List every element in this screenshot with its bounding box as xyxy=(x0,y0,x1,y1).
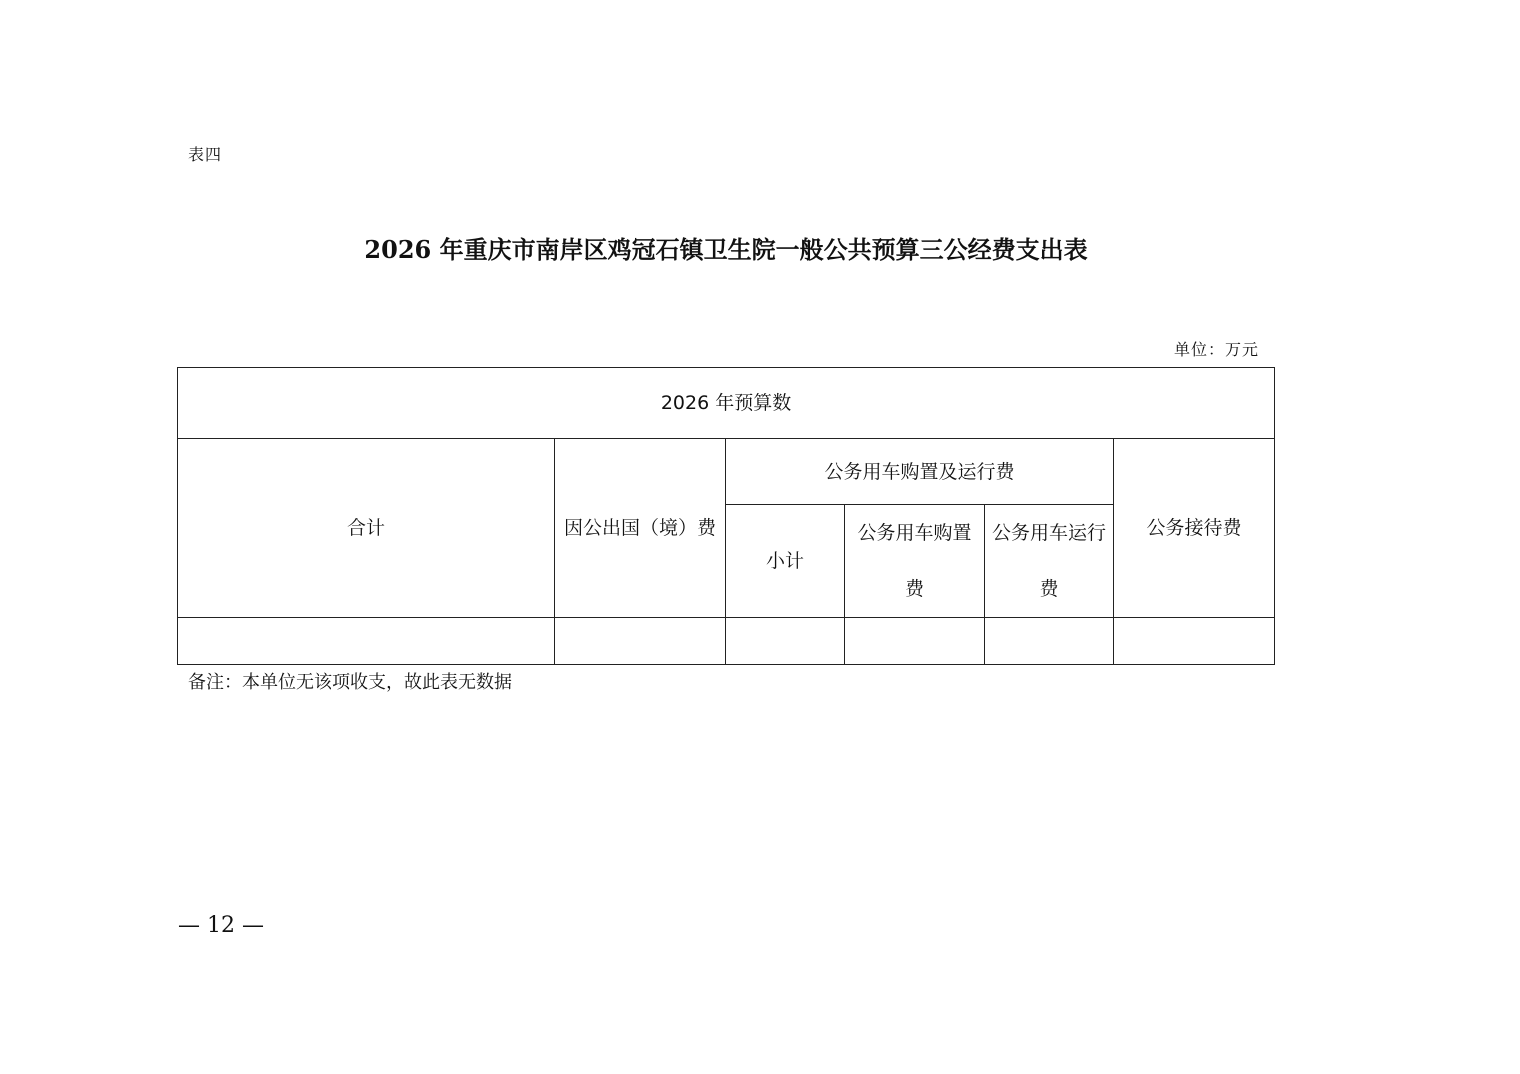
header-overseas: 因公出国（境）费 xyxy=(555,439,726,618)
cell-overseas xyxy=(555,618,726,665)
page-title: 2026 年重庆市南岸区鸡冠石镇卫生院一般公共预算三公经费支出表 xyxy=(364,235,1088,264)
header-reception: 公务接待费 xyxy=(1114,439,1275,618)
header-subtotal: 小计 xyxy=(726,505,845,618)
table-label: 表四 xyxy=(188,145,223,164)
header-vehicle-operation: 公务用车运行费 xyxy=(985,505,1114,618)
cell-reception xyxy=(1114,618,1275,665)
header-total: 合计 xyxy=(178,439,555,618)
unit-label: 单位：万元 xyxy=(1174,340,1260,359)
cell-vehicle-purchase xyxy=(845,618,985,665)
header-row-categories xyxy=(178,439,1275,505)
header-vehicle-purchase: 公务用车购置费 xyxy=(845,505,985,618)
footnote: 备注：本单位无该项收支，故此表无数据 xyxy=(188,672,512,693)
cell-vehicle-operation xyxy=(985,618,1114,665)
header-year-budget: 2026 年预算数 xyxy=(178,368,1275,439)
table-row xyxy=(178,618,1275,665)
header-row-year xyxy=(178,368,1275,439)
cell-subtotal xyxy=(726,618,845,665)
header-vehicle-group: 公务用车购置及运行费 xyxy=(726,439,1114,505)
page-number: — 12 — xyxy=(178,913,264,938)
budget-table xyxy=(177,367,1275,665)
cell-total xyxy=(178,618,555,665)
